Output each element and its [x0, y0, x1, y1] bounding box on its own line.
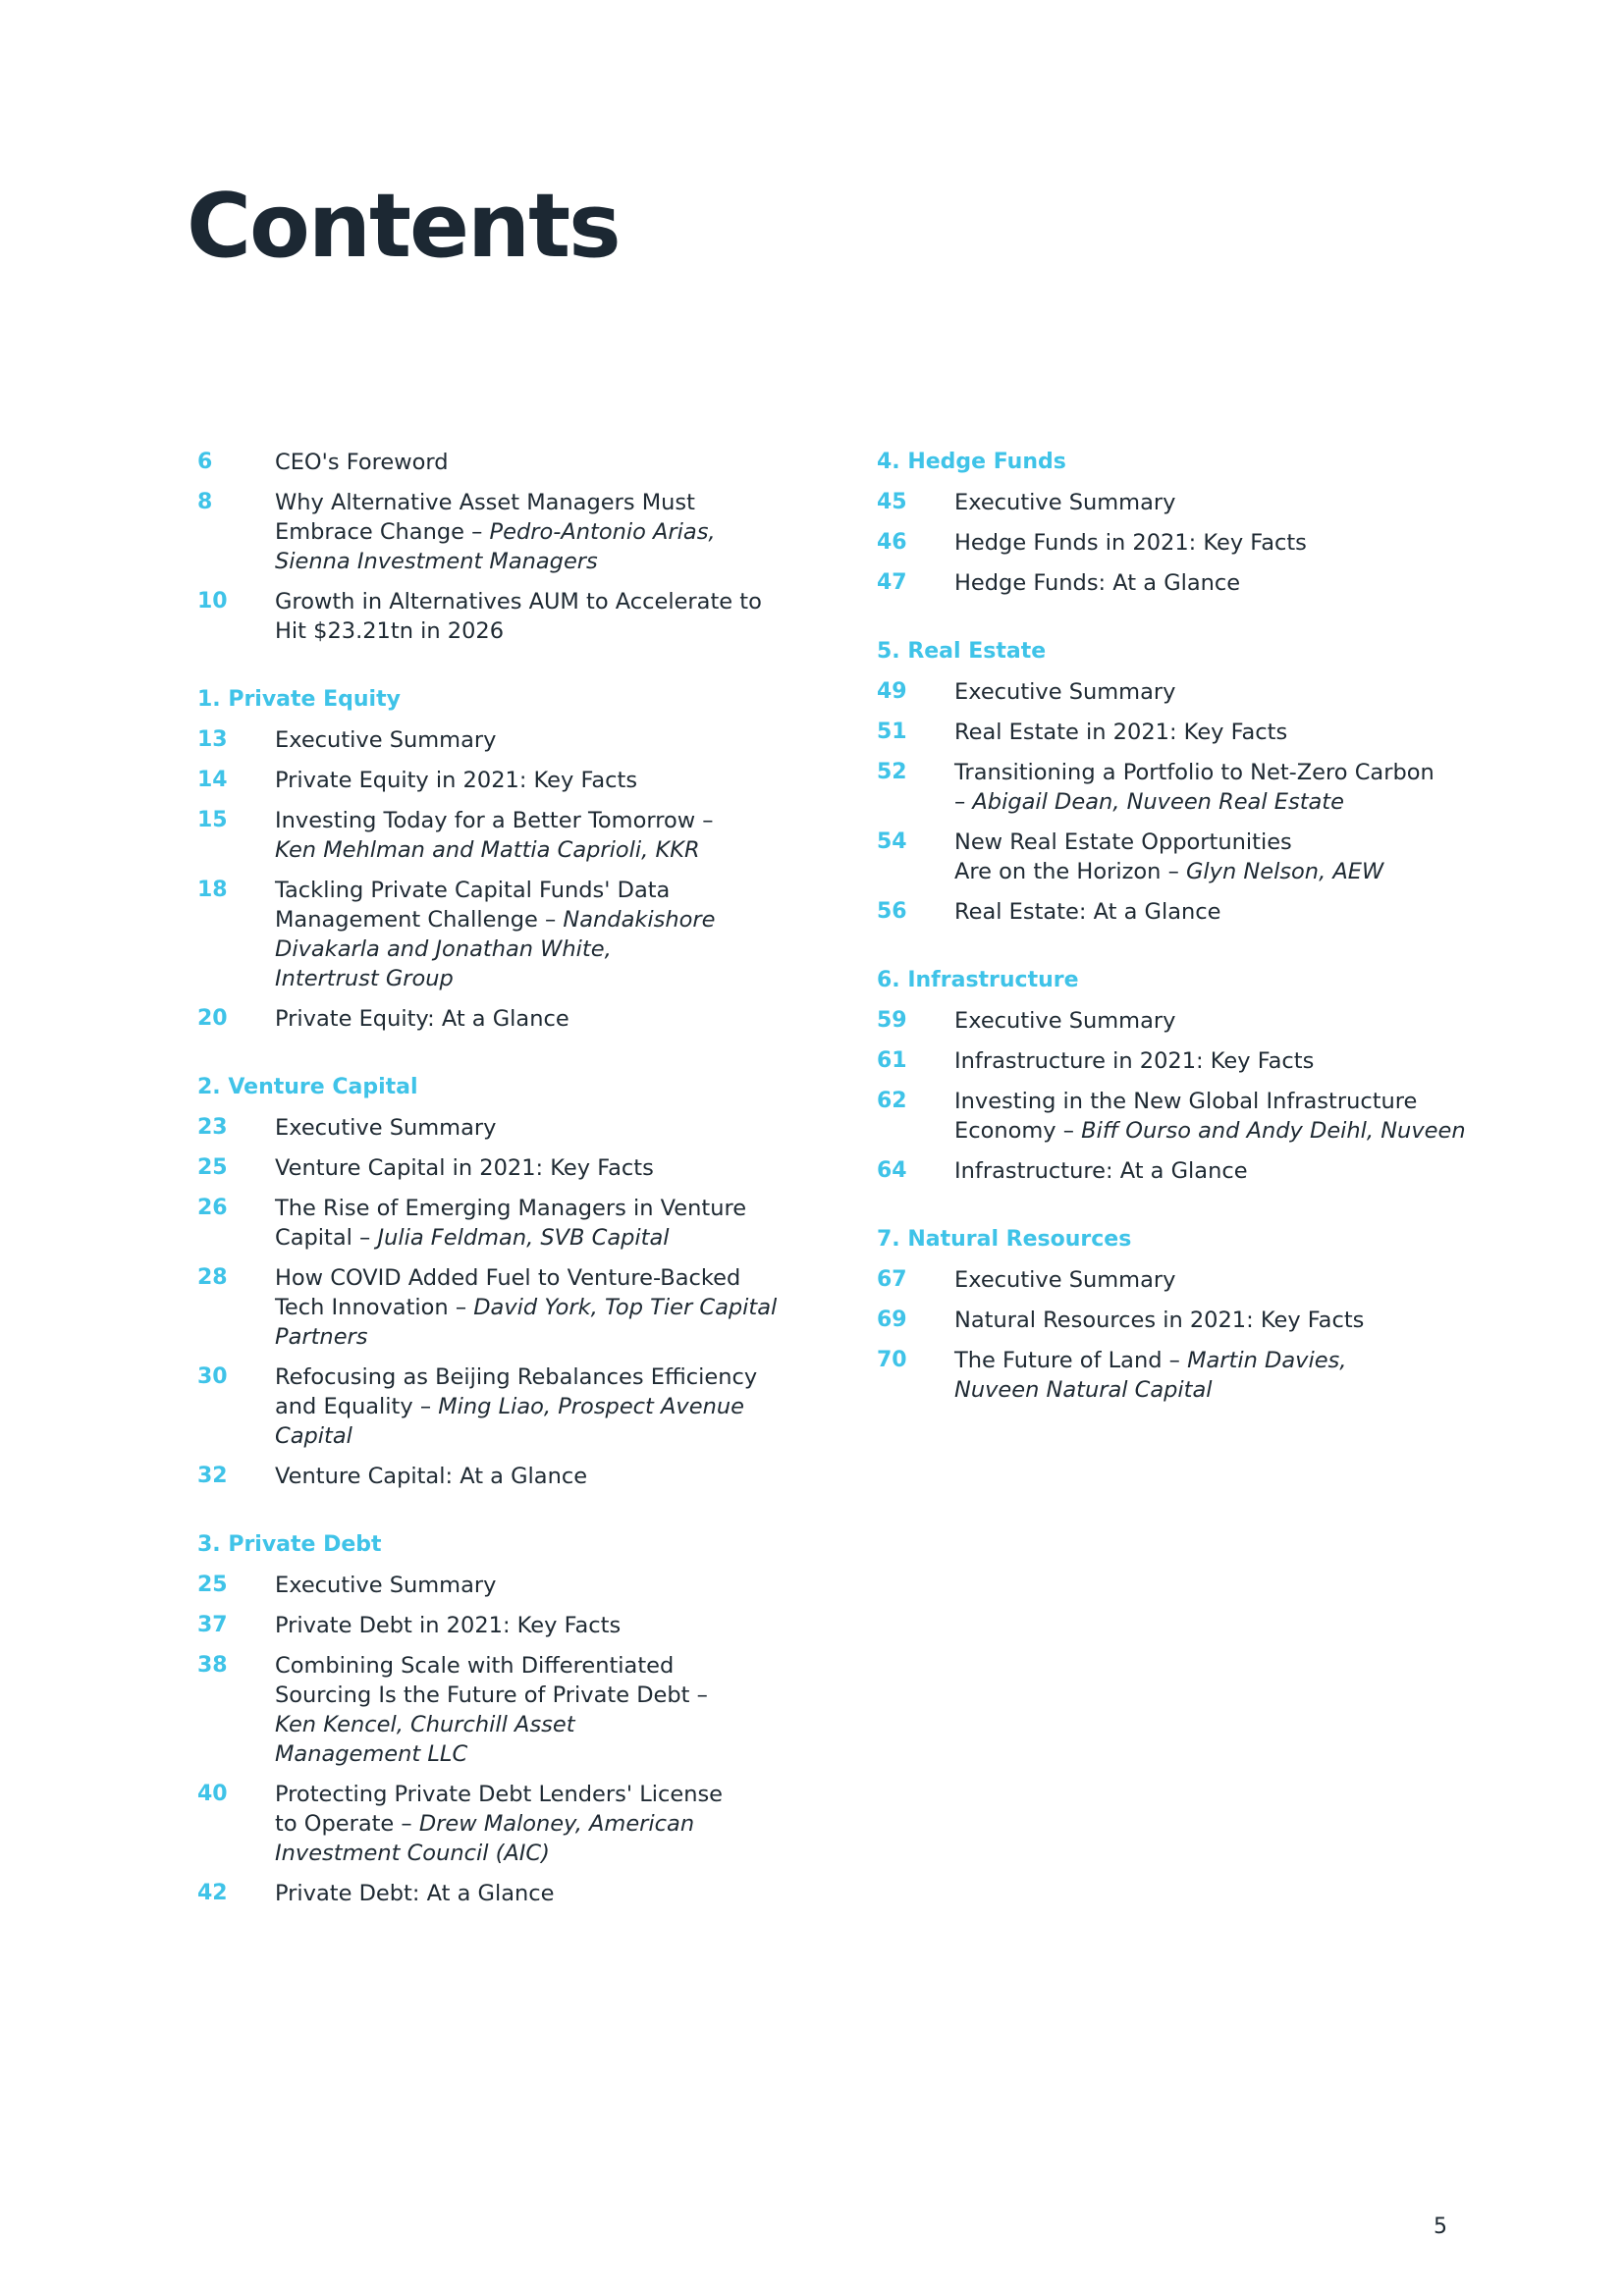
toc-entry-line — [954, 1306, 1466, 1335]
entry-text: Executive Summary — [954, 1008, 1176, 1034]
toc-entry-line — [275, 1739, 786, 1769]
toc-entry-title — [954, 1346, 1466, 1405]
entry-author: Nuveen Natural Capital — [954, 1377, 1213, 1403]
toc-entry-line — [954, 1346, 1466, 1375]
toc-entry-title — [275, 1651, 786, 1769]
toc-entry-title — [954, 828, 1466, 886]
toc-entry-line — [275, 1462, 786, 1491]
toc-entry-line — [954, 1156, 1466, 1186]
toc-entry-line — [275, 1421, 786, 1451]
toc-entry-line — [275, 1113, 786, 1143]
toc-entry-title — [954, 1156, 1466, 1186]
toc-entry-line — [954, 787, 1466, 817]
entry-text: to Operate – — [275, 1811, 419, 1837]
entry-author: Nandakishore — [563, 907, 716, 933]
toc-entry-line — [954, 488, 1466, 517]
toc-entry-title — [275, 488, 786, 576]
toc-entry-line — [275, 725, 786, 755]
toc-entry-line — [275, 1651, 786, 1681]
toc-entry-line — [954, 1006, 1466, 1036]
toc-entry-line — [275, 1571, 786, 1600]
toc-entry[interactable] — [877, 897, 1466, 927]
toc-entry-line — [275, 1194, 786, 1223]
toc-entry-title — [275, 1004, 786, 1034]
toc-page-number: 26 — [197, 1196, 228, 1220]
toc-entry[interactable] — [877, 828, 1466, 886]
entry-text: Venture Capital: At a Glance — [275, 1464, 588, 1489]
toc-entry-title — [275, 1462, 786, 1491]
entry-text: Growth in Alternatives AUM to Accelerate to — [275, 589, 762, 614]
toc-entry[interactable] — [877, 758, 1466, 817]
toc-entry[interactable] — [197, 806, 786, 865]
toc-entry[interactable] — [877, 677, 1466, 707]
toc-entry-title — [275, 1194, 786, 1253]
toc-page-number: 47 — [877, 570, 907, 595]
toc-entry-title — [954, 758, 1466, 817]
entry-text: Are on the Horizon – — [954, 859, 1186, 884]
toc-page-number: 51 — [877, 720, 907, 744]
toc-entry[interactable] — [877, 568, 1466, 598]
toc-page-number: 18 — [197, 878, 228, 902]
section-heading: 1. Private Equity — [197, 687, 401, 712]
toc-entry-line — [275, 517, 786, 547]
entry-text: The Future of Land – — [954, 1348, 1188, 1373]
toc-entry-title — [275, 766, 786, 795]
entry-text: Capital – — [275, 1225, 378, 1251]
toc-entry-title — [954, 568, 1466, 598]
toc-page-number: 14 — [197, 768, 228, 792]
page-number: 5 — [1434, 2215, 1447, 2239]
toc-page-number: 30 — [197, 1364, 228, 1389]
entry-text: – — [954, 789, 973, 815]
toc-page-number: 54 — [877, 829, 907, 854]
entry-text: Private Equity in 2021: Key Facts — [275, 768, 638, 793]
entry-author: Pedro-Antonio Arias, — [489, 519, 716, 545]
toc-entry[interactable] — [877, 1006, 1466, 1036]
entry-text: Management Challenge – — [275, 907, 564, 933]
toc-page-number: 40 — [197, 1782, 228, 1806]
toc-entry[interactable] — [197, 587, 786, 646]
toc-page-number: 49 — [877, 679, 907, 704]
toc-entry[interactable] — [877, 1156, 1466, 1186]
toc-section-5-real-estate — [877, 637, 1466, 927]
entry-text: Infrastructure in 2021: Key Facts — [954, 1048, 1315, 1074]
toc-entry-line — [954, 758, 1466, 787]
toc-entry-line — [275, 1322, 786, 1352]
section-heading: 4. Hedge Funds — [877, 450, 1066, 474]
entry-author: David York, Top Tier Capital — [473, 1295, 778, 1320]
toc-entry-line — [275, 448, 786, 477]
toc-entry-line — [954, 1265, 1466, 1295]
toc-entry[interactable] — [197, 1194, 786, 1253]
toc-entry[interactable] — [877, 528, 1466, 558]
toc-entry-title — [954, 528, 1466, 558]
toc-entry-line — [275, 1780, 786, 1809]
toc-page-number: 10 — [197, 589, 228, 614]
entry-text: and Equality – — [275, 1394, 439, 1419]
entry-text: Executive Summary — [954, 490, 1176, 515]
toc-entry[interactable] — [197, 1462, 786, 1491]
toc-section-6-infrastructure — [877, 966, 1466, 1186]
toc-right-column — [877, 448, 1466, 1415]
toc-entry[interactable] — [877, 488, 1466, 517]
entry-text: Executive Summary — [954, 1267, 1176, 1293]
toc-page-number: 13 — [197, 727, 228, 752]
toc-entry[interactable] — [197, 1651, 786, 1769]
entry-author: Sienna Investment Managers — [275, 549, 598, 574]
toc-page-number: 59 — [877, 1008, 907, 1033]
entry-text: Economy – — [954, 1118, 1082, 1144]
toc-page-number: 25 — [197, 1155, 228, 1180]
toc-page-number: 52 — [877, 760, 907, 784]
toc-entry-line — [275, 1809, 786, 1839]
entry-text: Executive Summary — [275, 1573, 497, 1598]
toc-entry-line — [275, 488, 786, 517]
entry-author: Biff Ourso and Andy Deihl, Nuveen — [1081, 1118, 1466, 1144]
toc-page-number: 62 — [877, 1089, 907, 1113]
entry-text: Combining Scale with Differentiated — [275, 1653, 675, 1679]
toc-entry-line — [275, 1263, 786, 1293]
toc-section-4-hedge-funds — [877, 448, 1466, 598]
toc-entry[interactable] — [197, 1362, 786, 1451]
entry-text: Venture Capital in 2021: Key Facts — [275, 1155, 654, 1181]
toc-entry-title — [275, 1611, 786, 1640]
toc-entry[interactable] — [197, 876, 786, 993]
entry-text: Real Estate: At a Glance — [954, 899, 1221, 925]
toc-left-column — [197, 448, 786, 1919]
toc-entry[interactable] — [877, 1046, 1466, 1076]
toc-page-number: 46 — [877, 530, 907, 555]
toc-entry-line — [275, 806, 786, 835]
toc-entry[interactable] — [877, 1346, 1466, 1405]
entry-text: Sourcing Is the Future of Private Debt – — [275, 1682, 708, 1708]
toc-entry[interactable] — [877, 718, 1466, 747]
section-heading: 6. Infrastructure — [877, 968, 1079, 992]
toc-page-number: 67 — [877, 1267, 907, 1292]
toc-entry-line — [275, 1839, 786, 1868]
toc-entry-title — [275, 806, 786, 865]
toc-entry-line — [275, 905, 786, 934]
entry-text: Natural Resources in 2021: Key Facts — [954, 1308, 1365, 1333]
toc-entry-line — [275, 1681, 786, 1710]
toc-entry[interactable] — [197, 1153, 786, 1183]
page-title: Contents — [187, 175, 620, 278]
toc-entry[interactable] — [197, 1004, 786, 1034]
toc-entry[interactable] — [197, 1263, 786, 1352]
toc-entry-line — [275, 587, 786, 616]
toc-section-2-venture-capital — [197, 1073, 786, 1491]
toc-entry-line — [954, 897, 1466, 927]
entry-text: Refocusing as Beijing Rebalances Efficiency — [275, 1364, 758, 1390]
toc-entry-title — [275, 1153, 786, 1183]
toc-entry-line — [275, 1392, 786, 1421]
entry-text: Investing in the New Global Infrastructure — [954, 1089, 1418, 1114]
toc-page-number: 64 — [877, 1158, 907, 1183]
toc-entry-line — [275, 1004, 786, 1034]
entry-author: Divakarla and Jonathan White, — [275, 936, 612, 962]
toc-entry[interactable] — [197, 766, 786, 795]
entry-text: The Rise of Emerging Managers in Venture — [275, 1196, 747, 1221]
toc-entry-line — [275, 835, 786, 865]
toc-entry[interactable] — [197, 1879, 786, 1908]
entry-text: Infrastructure: At a Glance — [954, 1158, 1248, 1184]
toc-entry-line — [954, 1116, 1466, 1146]
toc-entry-title — [275, 725, 786, 755]
section-heading: 7. Natural Resources — [877, 1227, 1132, 1252]
entry-text: Private Debt: At a Glance — [275, 1881, 555, 1906]
toc-entry[interactable] — [877, 1306, 1466, 1335]
entry-author: Drew Maloney, American — [418, 1811, 695, 1837]
toc-entry-line — [954, 828, 1466, 857]
toc-entry-line — [275, 616, 786, 646]
toc-entry[interactable] — [877, 1087, 1466, 1146]
toc-entry-title — [275, 876, 786, 993]
entry-author: Capital — [275, 1423, 352, 1449]
toc-entry-title — [954, 677, 1466, 707]
entry-author: Ken Mehlman and Mattia Caprioli, KKR — [275, 837, 700, 863]
toc-entry-line — [275, 1362, 786, 1392]
toc-section-intro — [197, 448, 786, 646]
toc-page-number: 25 — [197, 1573, 228, 1597]
toc-entry-title — [275, 1113, 786, 1143]
toc-entry[interactable] — [197, 1571, 786, 1600]
toc-entry-title — [275, 587, 786, 646]
toc-page-number: 6 — [197, 450, 213, 474]
entry-text: Tech Innovation – — [275, 1295, 474, 1320]
entry-text: Real Estate in 2021: Key Facts — [954, 720, 1288, 745]
toc-entry-line — [275, 964, 786, 993]
toc-entry-line — [954, 1087, 1466, 1116]
toc-entry-line — [275, 1293, 786, 1322]
entry-text: Private Equity: At a Glance — [275, 1006, 569, 1032]
toc-entry-title — [954, 718, 1466, 747]
toc-entry-line — [275, 876, 786, 905]
toc-entry[interactable] — [197, 1780, 786, 1868]
toc-entry-line — [954, 857, 1466, 886]
entry-text: Investing Today for a Better Tomorrow – — [275, 808, 714, 833]
entry-author: Management LLC — [275, 1741, 468, 1767]
toc-entry-title — [275, 448, 786, 477]
toc-entry-title — [275, 1879, 786, 1908]
toc-entry-line — [275, 1611, 786, 1640]
toc-page-number: 45 — [877, 490, 907, 514]
section-heading: 2. Venture Capital — [197, 1075, 418, 1099]
toc-page-number: 28 — [197, 1265, 228, 1290]
toc-page-number: 42 — [197, 1881, 228, 1905]
toc-entry-line — [275, 547, 786, 576]
entry-text: Why Alternative Asset Managers Must — [275, 490, 695, 515]
entry-author: Intertrust Group — [275, 966, 454, 991]
entry-author: Martin Davies, — [1187, 1348, 1347, 1373]
toc-entry[interactable] — [877, 1265, 1466, 1295]
toc-entry[interactable] — [197, 488, 786, 576]
toc-entry[interactable] — [197, 448, 786, 477]
toc-entry-line — [954, 718, 1466, 747]
entry-author: Partners — [275, 1324, 368, 1350]
toc-section-1-private-equity — [197, 685, 786, 1034]
toc-entry-title — [275, 1780, 786, 1868]
entry-text: Protecting Private Debt Lenders' License — [275, 1782, 724, 1807]
toc-entry-title — [954, 1046, 1466, 1076]
toc-entry-line — [954, 528, 1466, 558]
toc-entry-title — [954, 488, 1466, 517]
toc-entry-title — [275, 1263, 786, 1352]
toc-entry-line — [275, 934, 786, 964]
toc-entry-line — [275, 1153, 786, 1183]
toc-entry-line — [275, 1879, 786, 1908]
toc-page-number: 38 — [197, 1653, 228, 1678]
toc-page-number: 32 — [197, 1464, 228, 1488]
entry-author: Abigail Dean, Nuveen Real Estate — [972, 789, 1344, 815]
entry-author: Glyn Nelson, AEW — [1185, 859, 1384, 884]
toc-entry-title — [954, 1087, 1466, 1146]
toc-page-number: 56 — [877, 899, 907, 924]
toc-entry-title — [954, 1006, 1466, 1036]
entry-author: Julia Feldman, SVB Capital — [377, 1225, 670, 1251]
toc-entry-line — [954, 568, 1466, 598]
entry-text: Tackling Private Capital Funds' Data — [275, 878, 671, 903]
toc-entry-title — [954, 897, 1466, 927]
toc-entry-title — [954, 1306, 1466, 1335]
entry-author: Ming Liao, Prospect Avenue — [438, 1394, 744, 1419]
toc-entry-line — [275, 1710, 786, 1739]
toc-page-number: 70 — [877, 1348, 907, 1372]
entry-text: Executive Summary — [275, 1115, 497, 1141]
entry-text: Executive Summary — [954, 679, 1176, 705]
section-heading: 3. Private Debt — [197, 1532, 382, 1557]
toc-entry[interactable] — [197, 1113, 786, 1143]
section-heading: 5. Real Estate — [877, 639, 1047, 664]
toc-page-number: 8 — [197, 490, 213, 514]
toc-page-number: 69 — [877, 1308, 907, 1332]
toc-section-3-private-debt — [197, 1530, 786, 1908]
entry-text: Hedge Funds in 2021: Key Facts — [954, 530, 1307, 556]
entry-text: Embrace Change – — [275, 519, 490, 545]
toc-entry-line — [954, 1046, 1466, 1076]
toc-entry[interactable] — [197, 725, 786, 755]
toc-page-number: 15 — [197, 808, 228, 832]
toc-entry-title — [275, 1362, 786, 1451]
toc-page-number: 37 — [197, 1613, 228, 1637]
toc-entry-line — [275, 1223, 786, 1253]
entry-text: Private Debt in 2021: Key Facts — [275, 1613, 622, 1638]
entry-text: Executive Summary — [275, 727, 497, 753]
toc-page-number: 61 — [877, 1048, 907, 1073]
entry-author: Ken Kencel, Churchill Asset — [275, 1712, 575, 1737]
entry-text: Transitioning a Portfolio to Net-Zero Carbon — [954, 760, 1435, 785]
entry-text: Hit $23.21tn in 2026 — [275, 618, 505, 644]
entry-text: Hedge Funds: At a Glance — [954, 570, 1241, 596]
toc-entry-line — [954, 1375, 1466, 1405]
entry-text: New Real Estate Opportunities — [954, 829, 1292, 855]
toc-entry-title — [954, 1265, 1466, 1295]
toc-page-number: 23 — [197, 1115, 228, 1140]
entry-author: Investment Council (AIC) — [275, 1841, 550, 1866]
toc-entry-line — [954, 677, 1466, 707]
entry-text: How COVID Added Fuel to Venture-Backed — [275, 1265, 741, 1291]
toc-page-number: 20 — [197, 1006, 228, 1031]
toc-entry-title — [275, 1571, 786, 1600]
toc-entry-line — [275, 766, 786, 795]
entry-text: CEO's Foreword — [275, 450, 449, 475]
toc-entry[interactable] — [197, 1611, 786, 1640]
toc-section-7-natural-resources — [877, 1225, 1466, 1405]
